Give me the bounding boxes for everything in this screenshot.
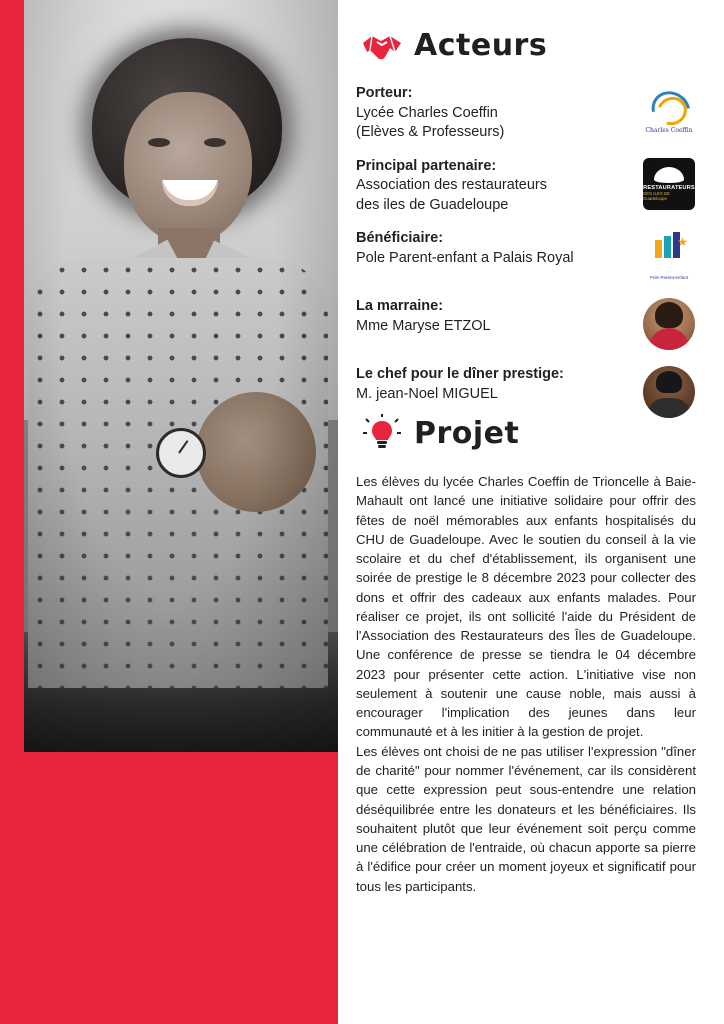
actor-row — [356, 297, 696, 351]
projet-heading — [360, 412, 696, 456]
logo-caption: Charles Coeffin — [645, 127, 693, 134]
left-column — [0, 0, 338, 1024]
actor-name-line-2: des iles de Guadeloupe — [356, 196, 509, 213]
actor-name-line-1: Mme Maryse ETZOL — [356, 317, 491, 334]
actor-name-line-1: Pole Parent-enfant a Palais Royal — [356, 249, 574, 266]
actor-name-line-2: (Elèves & Professeurs) — [356, 124, 505, 141]
acteurs-heading — [360, 24, 696, 68]
actor-text — [356, 157, 632, 216]
handshake-icon — [360, 24, 404, 68]
logo-crest-shape — [654, 167, 684, 183]
marraine-avatar — [642, 297, 696, 351]
projet-body — [356, 472, 696, 896]
actor-role: Le chef pour le dîner prestige: — [356, 366, 564, 383]
logo-text-secondary: DES ILES DE Guadeloupe — [643, 190, 671, 201]
actor-row — [356, 84, 696, 143]
actor-text — [356, 229, 632, 268]
actor-name-line-1: M. jean-Noel MIGUEL — [356, 385, 498, 402]
actor-name-line-1: Association des restaurateurs — [356, 177, 548, 194]
actor-role: Porteur: — [356, 85, 413, 101]
actor-row — [356, 157, 696, 216]
avatar — [643, 366, 695, 418]
logo-star-icon: ★ — [677, 235, 688, 250]
actor-role: Principal partenaire: — [356, 157, 497, 174]
actor-text — [356, 84, 632, 143]
logo-caption: Pole Parent-enfant — [649, 275, 689, 281]
right-column — [356, 0, 696, 1024]
projet-section — [356, 412, 696, 896]
child-photo — [0, 0, 338, 752]
projet-paragraph-2: Les élèves ont choisi de ne pas utiliser l'expression "dîner de charité" pour nommer l'événement, car ils considèrent que cette expression peut sous-entendre une relation déséquilibrée entre les donateurs et les bénéficiaires. Ils souhaitent plutôt que leur événement soit perçu comme une célébration de l'entraide, où chacun apporte sa pierre à l'édifice pour créer un moment joyeux et significatif pour tous les participants. — [356, 743, 696, 894]
restaurateurs-guadeloupe-logo — [642, 157, 696, 211]
photo-vignette — [0, 0, 338, 752]
logo-bar-1 — [655, 240, 662, 258]
logo-text-primary: RESTAURATEURS — [643, 184, 695, 191]
red-footer-block — [0, 752, 338, 1024]
acteurs-title: Acteurs — [414, 28, 548, 63]
pole-parent-enfant-logo — [642, 229, 696, 283]
acteurs-section — [356, 24, 696, 433]
actor-text — [356, 297, 632, 336]
logo-bar-2 — [664, 236, 671, 258]
actor-name-line-1: Lycée Charles Coeffin — [356, 104, 498, 121]
projet-paragraph-1: Les élèves du lycée Charles Coeffin de Trioncelle à Baie-Mahault ont lancé une initiative solidaire pour offrir des fêtes de noël mémorables aux enfants hospitalisés du CHU de Guadeloupe. Avec le soutien du conseil à la vie scolaire et du chef d'établissement, ils organisent une soirée de prestige le 8 décembre 2023 pour collecter des dons et offrir des cadeaux aux enfants malades. Pour réaliser ce projet, ils ont sollicité l'aide du Président de l'Association des Restaurateurs des Îles de Guadeloupe. Une conférence de presse se tiendra le 04 décembre 2023 pour présenter cette action. L'initiative vise non seulement à soutenir une cause noble, mais aussi à encourager l'implication des jeunes dans leur communauté et à les initier à la gestion de projet. — [356, 474, 696, 740]
projet-title: Projet — [414, 416, 520, 451]
avatar — [643, 298, 695, 350]
lycee-charles-coeffin-logo — [642, 84, 696, 138]
acteurs-list — [356, 84, 696, 419]
actor-role: Bénéficiaire: — [356, 230, 444, 247]
actor-text — [356, 365, 632, 404]
actor-row — [356, 229, 696, 283]
lightbulb-idea-icon — [360, 412, 404, 456]
actor-role: La marraine: — [356, 298, 444, 315]
